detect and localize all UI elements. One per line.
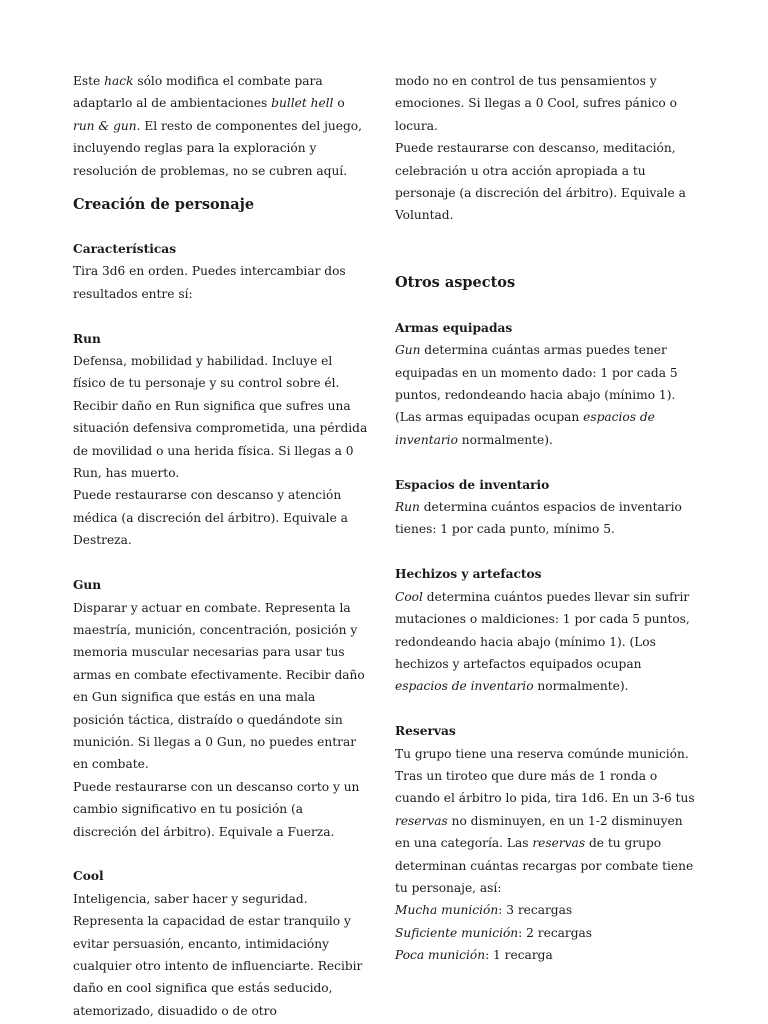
section-title-otros-aspectos: Otros aspectos <box>395 273 516 291</box>
heading-run: Run <box>73 331 101 346</box>
hechizos-text: Cool determina cuántos puedes llevar sin sufrir mutaciones o maldiciones: 1 por cada 5 puntos, redondeando hacia abajo (mínimo 1). (Los hechizos y artefactos equipados ocupan espacios de inventario normalmente). <box>395 589 690 694</box>
section-title-creacion: Creación de personaje <box>73 196 255 214</box>
caracteristicas-text: Tira 3d6 en orden. Puedes intercambiar dos resultados entre sí: <box>73 264 346 301</box>
gun-restore-text: Puede restaurarse con un descanso corto y un cambio significativo en tu posición (a discreción del árbitro). Equivale a Fuerza. <box>73 779 360 839</box>
reservas-text: Tu grupo tiene una reserva comúnde munición. Tras un tiroteo que dure más de 1 ronda o cuando el árbitro lo pida, tira 1d6. En un 3-6 tus reservas no disminuyen, en un 1-2 disminuyen en una categoría. Las reservas de tu grupo determinan cuántas recargas por combate tiene tu personaje, así: <box>395 746 695 895</box>
list-item: Poca munición: 1 recarga <box>395 948 553 963</box>
cool-continued-text: modo no en control de tus pensamientos y emociones. Si llegas a 0 Cool, sufres pánico o locura. <box>395 74 677 133</box>
run-restore-text: Puede restaurarse con descanso y atención médica (a discreción del árbitro). Equivale a Destreza. <box>73 488 348 548</box>
cool-text: Inteligencia, saber hacer y seguridad. Representa la capacidad de estar tranquilo y evitar persuasión, encanto, intimidacióny cualquier otro intento de influenciarte. Recibir daño en cool significa que estás seducido, atemorizado, disuadido o de otro <box>73 891 363 1018</box>
cool-restore-text: Puede restaurarse con descanso, meditación, celebración u otra acción apropiada a tu personaje (a discreción del árbitro). Equivale a Voluntad. <box>395 141 686 223</box>
heading-cool: Cool <box>73 869 104 884</box>
heading-caracteristicas: Características <box>73 242 177 257</box>
heading-armas-equipadas: Armas equipadas <box>395 320 513 335</box>
gun-text: Disparar y actuar en combate. Representa la maestría, munición, concentración, posición y memoria muscular necesarias para usar tus armas en combate efectivamente. Recibir daño en Gun significa que estás en una mala posición táctica, distraído o quedándote sin munición. Si llegas a 0 Gun, no puedes entrar en combate. <box>73 600 365 772</box>
left-column <box>73 70 368 1022</box>
list-item: Suficiente munición: 2 recargas <box>395 925 593 940</box>
espacios-text: Run determina cuántos espacios de inventario tienes: 1 por cada punto, mínimo 5. <box>395 500 682 537</box>
intro-paragraph: Este hack sólo modifica el combate para adaptarlo al de ambientaciones bullet hell o run & gun. El resto de componentes del juego, incluyendo reglas para la exploración y resolución de problemas, no se cubren aquí. <box>73 74 362 178</box>
right-column <box>395 70 695 967</box>
run-text: Defensa, mobilidad y habilidad. Incluye el físico de tu personaje y su control sobre él. Recibir daño en Run significa que sufres una situación defensiva comprometida, una pérdida de movilidad o una herida física. Si llegas a 0 Run, has muerto. <box>73 354 368 481</box>
heading-gun: Gun <box>73 578 102 593</box>
heading-reservas: Reservas <box>395 724 456 739</box>
list-item: Mucha munición: 3 recargas <box>395 903 573 918</box>
heading-hechizos-artefactos: Hechizos y artefactos <box>395 567 542 582</box>
armas-text: Gun determina cuántas armas puedes tener equipadas en un momento dado: 1 por cada 5 puntos, redondeando hacia abajo (mínimo 1). (Las armas equipadas ocupan espacios de inventario normalmente). <box>395 343 678 447</box>
heading-espacios-inventario: Espacios de inventario <box>395 477 550 492</box>
